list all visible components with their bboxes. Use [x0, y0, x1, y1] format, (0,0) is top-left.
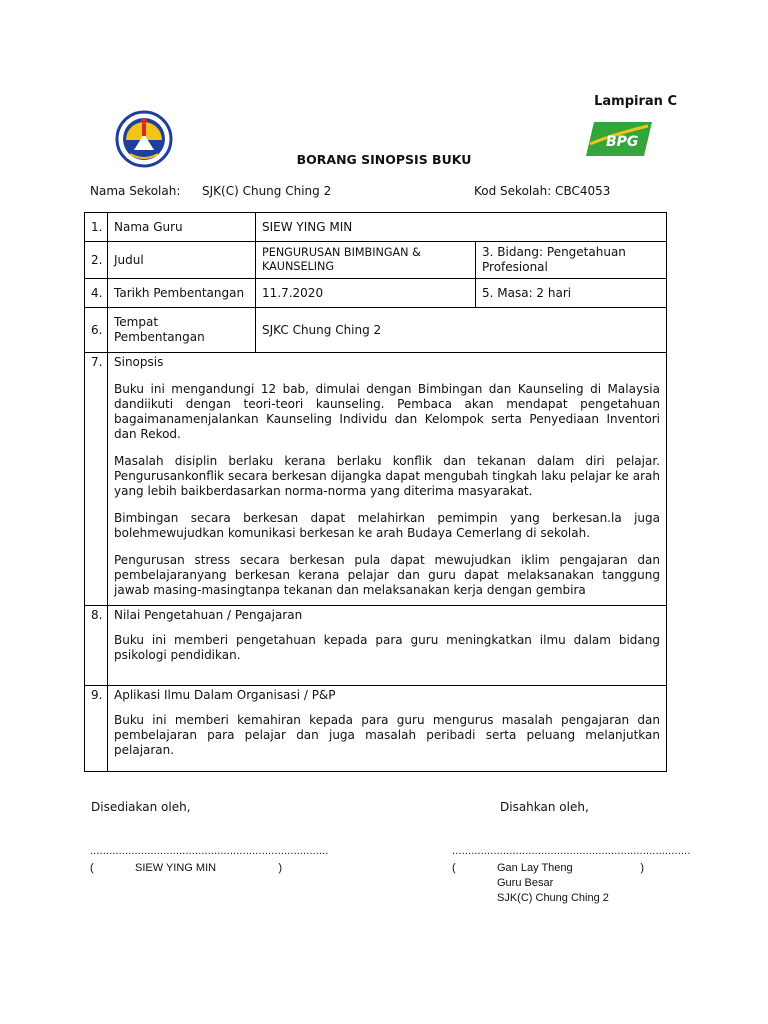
- synopsis-cell: [108, 353, 667, 606]
- table-row: [85, 606, 667, 686]
- approved-by-school: SJK(C) Chung Ching 2: [497, 892, 609, 904]
- title-label: Judul: [108, 242, 256, 279]
- approved-by-label: Disahkan oleh,: [500, 800, 589, 814]
- application-cell: [108, 686, 667, 772]
- attachment-label: Lampiran C: [594, 94, 677, 109]
- school-code: Kod Sekolah: CBC4053: [474, 184, 611, 198]
- bpg-logo-text: BPG: [606, 134, 639, 150]
- prepared-by-name: SIEW YING MIN: [135, 862, 217, 874]
- knowledge-value-label: Nilai Pengetahuan / Pengajaran: [114, 608, 303, 622]
- approved-by-name: Gan Lay Theng: [497, 862, 573, 874]
- row-number: 6.: [85, 308, 108, 353]
- signature-line-right: ...........................................................................: [452, 846, 691, 857]
- table-row: [85, 353, 667, 606]
- field-value: 3. Bidang: Pengetahuan Profesional: [476, 242, 667, 279]
- synopsis-paragraph: Buku ini mengandungi 12 bab, dimulai dengan Bimbingan dan Kaunseling di Malaysia dandiikuti dengan teori-teori kaunseling. Pembaca akan mendapat pengetahuan bagaimanamenjalankan Kaunseling Individu dan Kelompok serta Penyediaan Inventori dan Rekod.: [114, 382, 660, 441]
- approved-by-title: Guru Besar: [497, 877, 554, 889]
- form-title: BORANG SINOPSIS BUKU: [296, 152, 472, 167]
- table-row: [85, 308, 667, 353]
- book-title-value: PENGURUSAN BIMBINGAN & KAUNSELING: [256, 242, 476, 279]
- row-number: 9.: [85, 686, 108, 772]
- table-row: [85, 242, 667, 279]
- knowledge-value-text: Buku ini memberi pengetahuan kepada para guru meningkatkan ilmu dalam bidang psikologi pendidikan.: [114, 633, 660, 662]
- open-paren: (: [452, 862, 456, 874]
- teacher-name-label: Nama Guru: [108, 213, 256, 242]
- row-number: 2.: [85, 242, 108, 279]
- duration-value: 5. Masa: 2 hari: [476, 279, 667, 308]
- close-paren: ): [640, 862, 644, 874]
- presentation-place-value: SJKC Chung Ching 2: [256, 308, 667, 353]
- close-paren: ): [278, 862, 282, 874]
- teacher-name-value: SIEW YING MIN: [256, 213, 667, 242]
- school-value: SJK(C) Chung Ching 2: [202, 184, 332, 198]
- synopsis-paragraph: Masalah disiplin berlaku kerana berlaku konflik dan tekanan dalam diri pelajar. Pengurusankonflik secara berkesan dijangka dapat mengubah tingkah laku pelajar ke arah yang lebih baikberdasarkan norma-norma yang diterima masyarakat.: [114, 454, 660, 498]
- prepared-by-label: Disediakan oleh,: [91, 800, 191, 814]
- application-label: Aplikasi Ilmu Dalam Organisasi / P&P: [114, 688, 336, 702]
- row-number: 8.: [85, 606, 108, 686]
- table-row: [85, 213, 667, 242]
- school-name-row: [90, 184, 332, 198]
- application-text: Buku ini memberi kemahiran kepada para guru mengurus masalah pengajaran dan pembelajaran para pelajar dan juga masalah peribadi serta peluang melanjutkan pelajaran.: [114, 713, 660, 757]
- signature-line-left: ...........................................................................: [90, 846, 329, 857]
- presentation-place-label: Tempat Pembentangan: [108, 308, 256, 353]
- table-row: [85, 686, 667, 772]
- row-number: 4.: [85, 279, 108, 308]
- row-number: 7.: [85, 353, 108, 606]
- table-row: [85, 279, 667, 308]
- row-number: 1.: [85, 213, 108, 242]
- presentation-date-label: Tarikh Pembentangan: [108, 279, 256, 308]
- synopsis-label: Sinopsis: [114, 355, 164, 369]
- school-label: Nama Sekolah:: [90, 184, 181, 198]
- synopsis-form-table: [84, 212, 667, 772]
- synopsis-paragraph: Pengurusan stress secara berkesan pula dapat mewujudkan iklim pengajaran dan pembelajaranyang berkesan kerana pelajar dan guru dapat melaksanakan tanggung jawab masing-masingtanpa tekanan dan melaksanakan kerja dengan gembira: [114, 553, 660, 597]
- synopsis-paragraph: Bimbingan secara berkesan dapat melahirkan pemimpin yang berkesan.la juga bolehmewujudkan komunikasi berkesan ke arah Budaya Cemerlang di sekolah.: [114, 511, 660, 540]
- presentation-date-value: 11.7.2020: [256, 279, 476, 308]
- knowledge-value-cell: [108, 606, 667, 686]
- open-paren: (: [90, 862, 94, 874]
